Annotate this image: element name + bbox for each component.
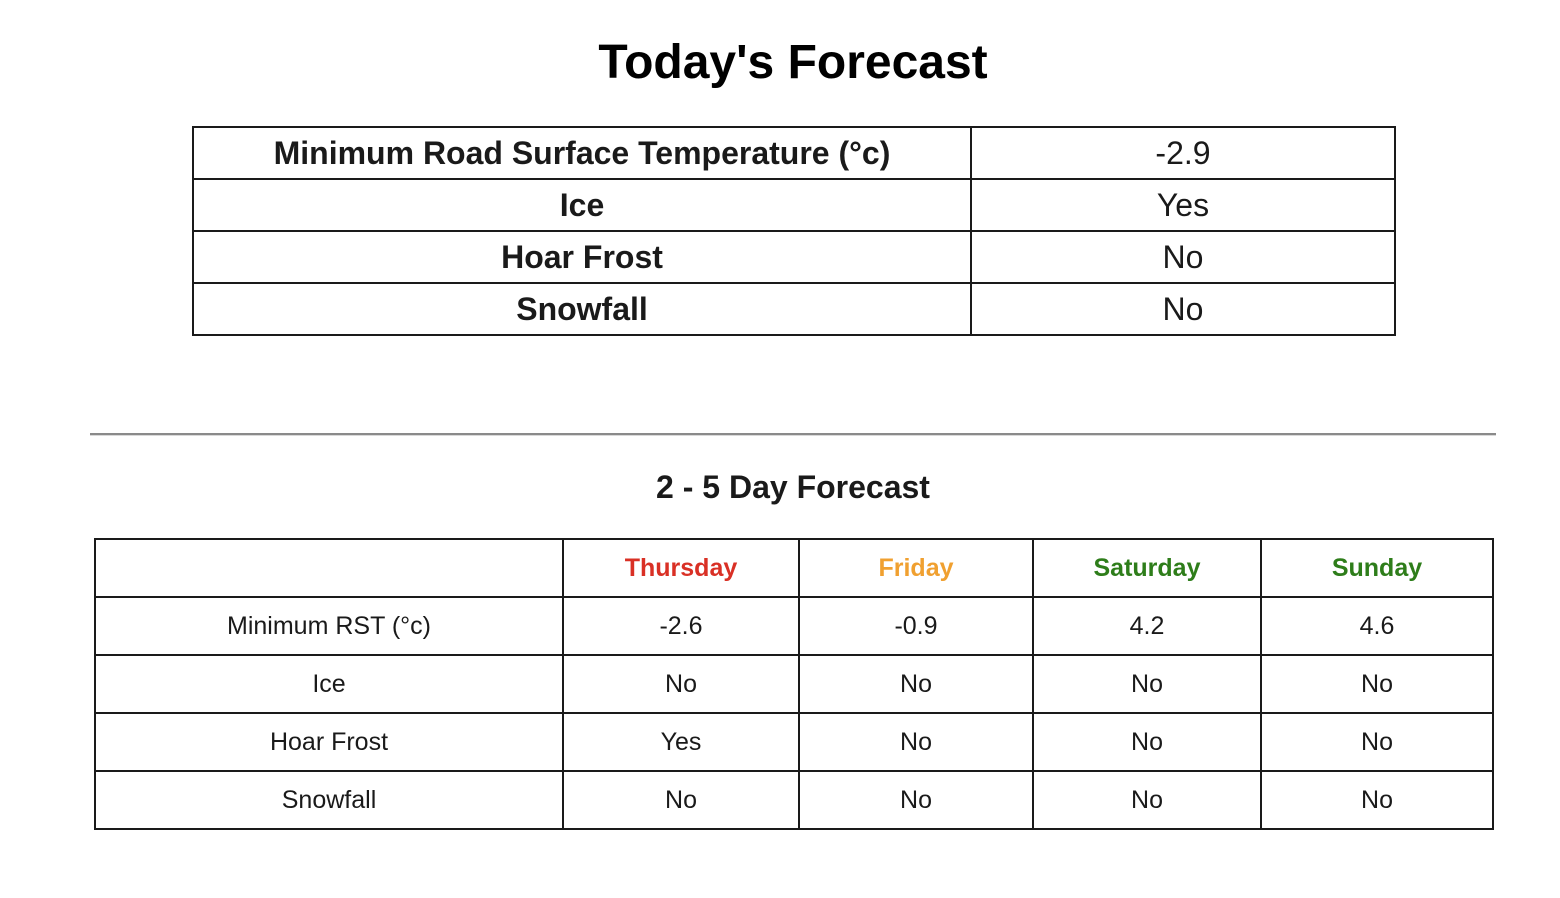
- row-value: No: [971, 283, 1395, 335]
- section-divider: [90, 433, 1496, 436]
- day-header-thursday: Thursday: [563, 539, 799, 597]
- table-cell: 4.6: [1261, 597, 1493, 655]
- table-cell: No: [563, 655, 799, 713]
- row-label: Ice: [95, 655, 563, 713]
- table-cell: -2.6: [563, 597, 799, 655]
- table-cell: Yes: [563, 713, 799, 771]
- multi-day-forecast-table: [94, 538, 1494, 830]
- row-label: Hoar Frost: [95, 713, 563, 771]
- row-label: Snowfall: [193, 283, 971, 335]
- day-header-saturday: Saturday: [1033, 539, 1261, 597]
- table-cell: No: [1033, 771, 1261, 829]
- todays-forecast-table: [192, 126, 1396, 336]
- row-label: Minimum RST (°c): [95, 597, 563, 655]
- row-label: Ice: [193, 179, 971, 231]
- table-cell: No: [1261, 713, 1493, 771]
- table-cell: No: [799, 655, 1033, 713]
- table-row: [193, 127, 1395, 179]
- table-cell: No: [563, 771, 799, 829]
- section-title: 2 - 5 Day Forecast: [656, 469, 930, 505]
- row-label: Hoar Frost: [193, 231, 971, 283]
- table-cell: -0.9: [799, 597, 1033, 655]
- table-row: [95, 597, 1493, 655]
- day-header-sunday: Sunday: [1261, 539, 1493, 597]
- page-title: Today's Forecast: [598, 36, 988, 89]
- table-row: [95, 713, 1493, 771]
- row-value: -2.9: [971, 127, 1395, 179]
- row-value: Yes: [971, 179, 1395, 231]
- row-label: Snowfall: [95, 771, 563, 829]
- table-row: [193, 283, 1395, 335]
- table-row: [95, 771, 1493, 829]
- empty-header-cell: [95, 539, 563, 597]
- table-header-row: [95, 539, 1493, 597]
- table-cell: No: [799, 771, 1033, 829]
- day-header-friday: Friday: [799, 539, 1033, 597]
- row-value: No: [971, 231, 1395, 283]
- table-cell: 4.2: [1033, 597, 1261, 655]
- table-row: [193, 231, 1395, 283]
- table-cell: No: [1261, 655, 1493, 713]
- table-cell: No: [1261, 771, 1493, 829]
- table-row: [95, 655, 1493, 713]
- table-cell: No: [799, 713, 1033, 771]
- row-label: Minimum Road Surface Temperature (°c): [193, 127, 971, 179]
- table-row: [193, 179, 1395, 231]
- table-cell: No: [1033, 713, 1261, 771]
- table-cell: No: [1033, 655, 1261, 713]
